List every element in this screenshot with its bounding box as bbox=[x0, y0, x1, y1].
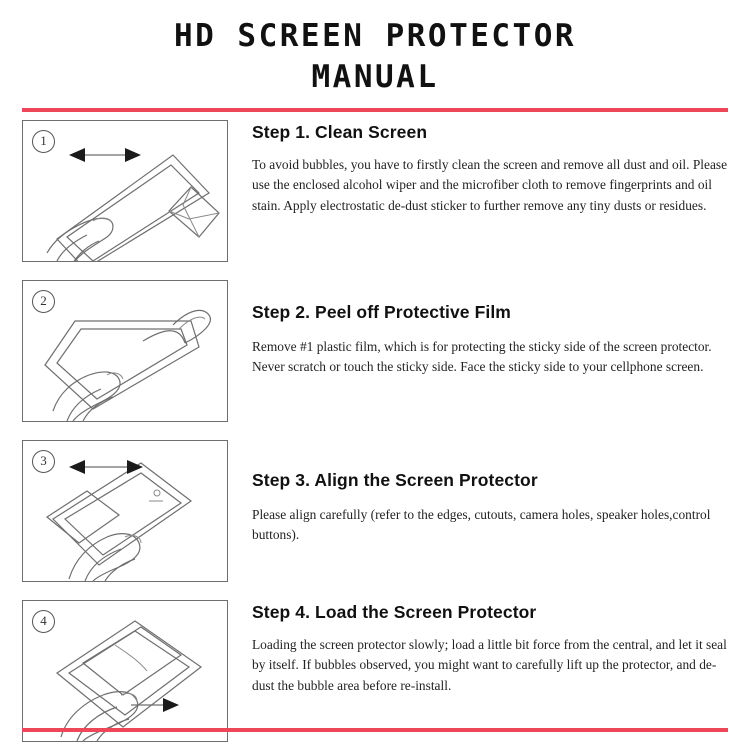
step-number-badge: 2 bbox=[32, 290, 55, 313]
step-item bbox=[0, 600, 750, 742]
figure-peel-film bbox=[22, 280, 228, 422]
figure-align-protector bbox=[22, 440, 228, 582]
footer-divider bbox=[22, 728, 728, 732]
step-item bbox=[0, 440, 750, 582]
step-body: Loading the screen protector slowly; load a little bit force from the central, and let it seal by itself. If bubbles observed, you might want to carefully lift up the protector, and de-dust the bubble area before re-install. bbox=[252, 636, 727, 693]
step-body: Please align carefully (refer to the edges, cutouts, camera holes, speaker holes,control buttons). bbox=[252, 506, 711, 543]
manual-header bbox=[0, 0, 750, 112]
step-item bbox=[0, 280, 750, 422]
figure-load-protector bbox=[22, 600, 228, 742]
step-number-badge: 4 bbox=[32, 610, 55, 633]
step-number-badge: 3 bbox=[32, 450, 55, 473]
step-number-badge: 1 bbox=[32, 130, 55, 153]
page-title-line-1: HD SCREEN PROTECTOR bbox=[173, 18, 577, 54]
step-title: Step 4. Load the Screen Protector bbox=[252, 601, 537, 622]
steps-list bbox=[0, 120, 750, 742]
step-text bbox=[228, 120, 730, 217]
step-body: To avoid bubbles, you have to firstly clean the screen and remove all dust and oil. Please use the enclosed alcohol wiper and the microfiber cloth to remove fingerprints and oil stain. Apply electrostatic de-dust sticker to further remove any tiny dusts or residues. bbox=[252, 156, 728, 213]
step-text bbox=[228, 440, 730, 546]
step-text bbox=[228, 600, 730, 697]
header-divider bbox=[22, 108, 728, 112]
step-text bbox=[228, 280, 730, 378]
step-title: Step 2. Peel off Protective Film bbox=[252, 301, 511, 322]
step-title: Step 3. Align the Screen Protector bbox=[252, 469, 538, 490]
step-body: Remove #1 plastic film, which is for protecting the sticky side of the screen protector. Never scratch or touch the sticky side. Face the sticky side to your cellphone screen. bbox=[252, 338, 712, 375]
step-item bbox=[0, 120, 750, 262]
step-title: Step 1. Clean Screen bbox=[252, 121, 428, 142]
figure-clean-screen bbox=[22, 120, 228, 262]
page-title-line-2: MANUAL bbox=[311, 58, 439, 95]
